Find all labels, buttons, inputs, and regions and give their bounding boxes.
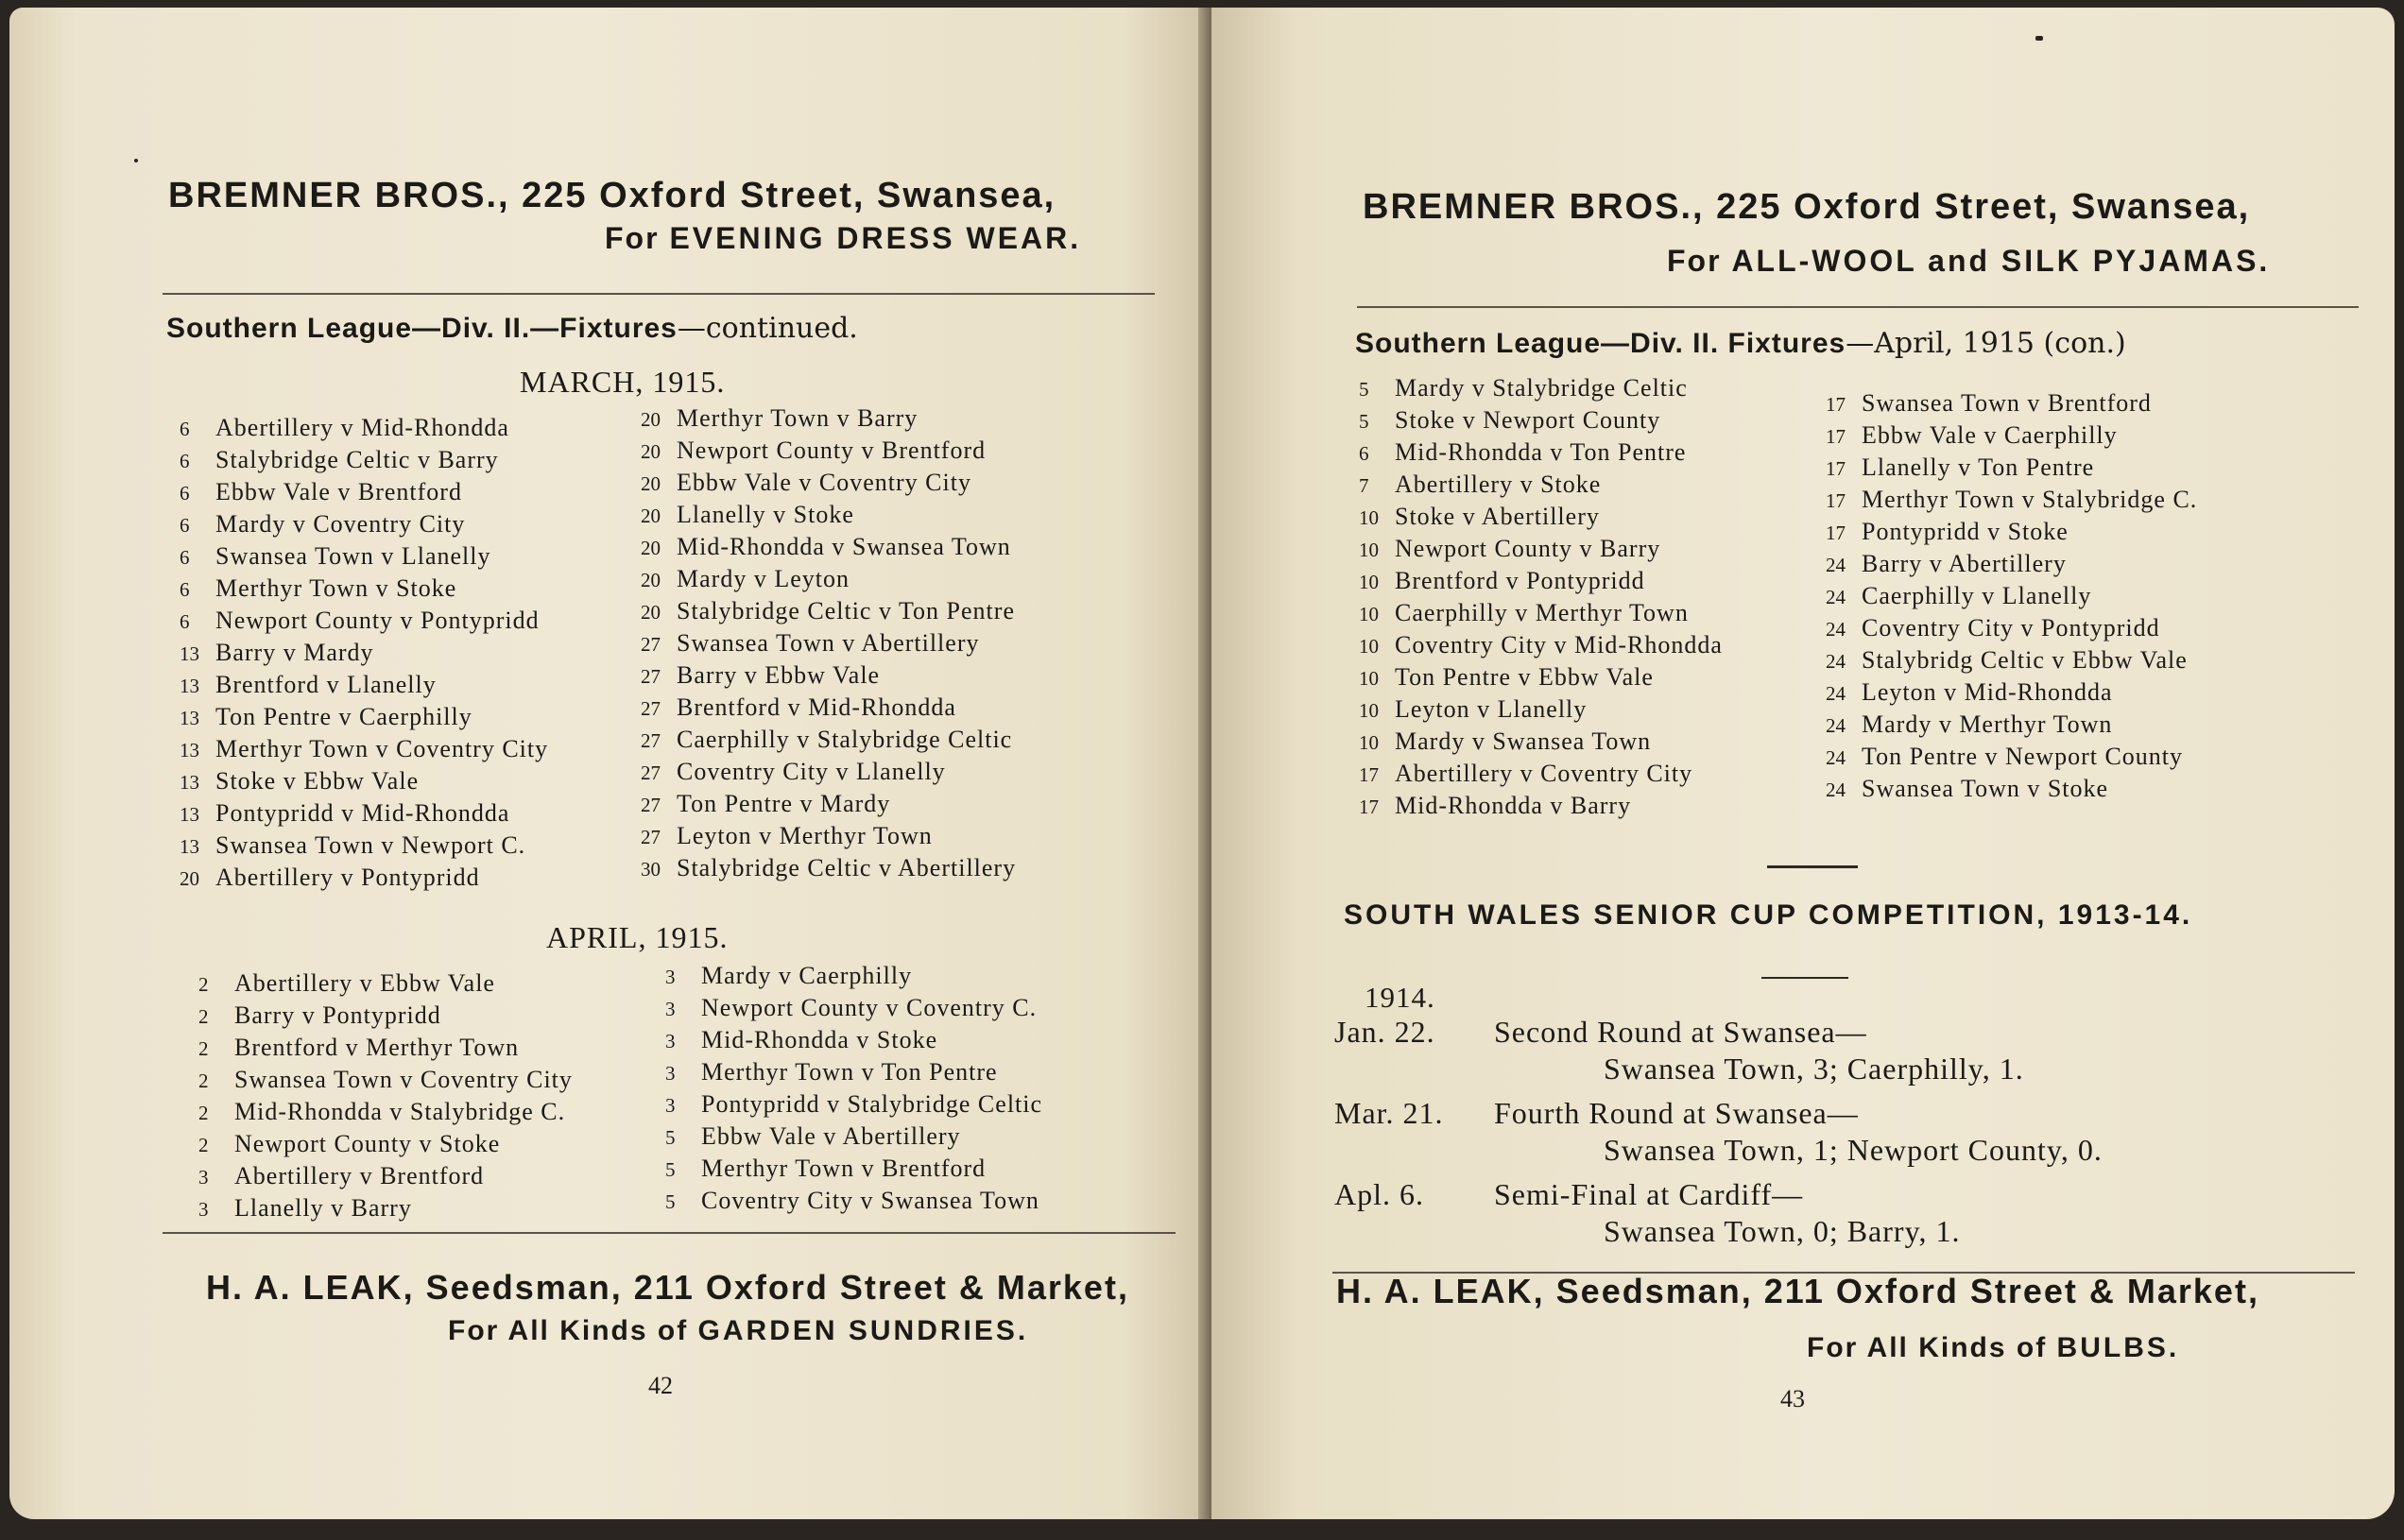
cup-competition-title: SOUTH WALES SENIOR CUP COMPETITION, 1913-14. [1344,899,2193,931]
fixture-match: Stalybridge Celtic v Barry [215,446,499,473]
fixture-day: 24 [1826,779,1846,801]
fixture-match: Mid-Rhondda v Stoke [701,1026,938,1053]
fixture-row [641,531,1016,563]
fixture-match: Mardy v Coventry City [215,510,466,538]
right-top-ad-main: ALL-WOOL and SILK PYJAMAS. [1731,244,2271,278]
cup-entry [1334,1096,2103,1168]
fixture-day: 17 [1826,489,1846,512]
fixture-match: Mid-Rhondda v Swansea Town [677,533,1011,560]
fixture-match: Stoke v Abertillery [1395,503,1600,530]
fixture-day: 10 [1359,506,1379,529]
right-page-number: 43 [1780,1385,1805,1412]
fixture-day: 10 [1359,539,1379,561]
fixture-row [180,476,548,508]
fixture-row [665,1121,1042,1153]
fixture-row [641,852,1016,884]
fixture-day: 3 [665,1062,676,1085]
fixture-match: Abertillery v Stoke [1395,471,1602,498]
fixture-match: Abertillery v Mid-Rhondda [215,414,509,441]
fixture-day: 17 [1826,393,1846,416]
fixture-row [198,1192,573,1224]
fixture-day: 20 [641,505,661,527]
fixture-match: Pontypridd v Stalybridge Celtic [701,1090,1043,1118]
fixture-day: 3 [198,1166,209,1189]
fixture-row [1359,629,1723,661]
cup-entry-result: Swansea Town, 3; Caerphilly, 1. [1604,1052,2024,1086]
fixture-day: 6 [180,610,190,633]
fixture-row [641,499,1016,531]
right-fixtures-col2 [1826,387,2197,805]
fixture-day: 5 [665,1126,676,1149]
fixture-match: Mardy v Caerphilly [701,962,913,989]
march-fixtures-col2 [641,402,1016,884]
fixture-row [1359,661,1723,693]
fixture-day: 6 [180,418,190,440]
fixture-match: Merthyr Town v Stalybridge C. [1862,486,2198,513]
fixture-match: Coventry City v Llanelly [677,758,946,785]
fixture-day: 20 [641,440,661,463]
march-heading: MARCH, 1915. [520,365,726,399]
fixture-row [1826,484,2197,516]
fixture-match: Coventry City v Mid-Rhondda [1395,631,1723,659]
paper-speck [134,159,138,163]
fixture-day: 6 [180,482,190,505]
fixture-match: Pontypridd v Mid-Rhondda [215,799,510,827]
fixture-row [641,563,1016,595]
fixture-row [641,820,1016,852]
left-top-ad-main: EVENING DRESS WEAR. [669,221,1082,255]
fixture-row [180,733,548,765]
fixture-row [641,435,1016,467]
fixture-match: Newport County v Coventry C. [701,994,1038,1021]
cup-entry-result: Swansea Town, 1; Newport County, 0. [1604,1133,2103,1167]
right-short-rule-2 [1761,977,1848,979]
fixture-day: 13 [180,771,199,794]
left-top-ad-line1: BREMNER BROS., 225 Oxford Street, Swansea, [168,176,1056,215]
fixture-match: Stoke v Ebbw Vale [215,767,420,795]
fixture-match: Coventry City v Pontypridd [1862,614,2160,642]
fixture-match: Merthyr Town v Barry [677,404,919,432]
fixture-match: Mardy v Merthyr Town [1862,710,2113,738]
fixture-day: 6 [180,546,190,569]
fixture-day: 6 [180,514,190,537]
fixture-row [1826,741,2197,773]
left-heading-main: Southern League—Div. II.—Fixtures [166,313,678,344]
fixture-row [198,967,573,1000]
fixture-day: 10 [1359,699,1379,722]
fixture-day: 2 [198,1069,209,1092]
cup-entry-round: Semi-Final at Cardiff— [1494,1177,1804,1211]
fixture-day: 10 [1359,731,1379,754]
fixture-match: Newport County v Barry [1395,535,1661,562]
fixture-match: Ebbw Vale v Abertillery [701,1122,961,1150]
fixture-match: Ton Pentre v Caerphilly [215,703,472,730]
fixture-day: 6 [1359,442,1369,465]
fixture-row [1359,758,1723,790]
fixture-match: Abertillery v Brentford [234,1162,485,1189]
fixture-row [641,627,1016,659]
fixture-match: Caerphilly v Merthyr Town [1395,599,1689,626]
right-bottom-ad-prefix: For All Kinds of [1807,1332,2048,1363]
fixture-match: Coventry City v Swansea Town [701,1187,1039,1214]
right-top-ad-line1: BREMNER BROS., 225 Oxford Street, Swansea, [1363,187,2251,227]
fixture-match: Stalybridge Celtic v Ton Pentre [677,597,1015,625]
fixture-row [1359,404,1723,436]
right-heading-main: Southern League—Div. II. Fixtures [1355,328,1846,359]
fixture-day: 27 [641,633,661,656]
fixture-match: Abertillery v Coventry City [1395,760,1693,787]
fixture-day: 20 [641,408,661,431]
fixture-match: Pontypridd v Stoke [1862,518,2069,545]
fixture-match: Swansea Town v Newport C. [215,831,526,859]
fixture-match: Mid-Rhondda v Stalybridge C. [234,1098,566,1125]
cup-entry-round: Second Round at Swansea— [1494,1015,1867,1049]
fixture-row [1359,790,1723,822]
fixture-day: 5 [665,1158,676,1181]
fixture-row [1359,372,1723,404]
left-page [9,8,1211,1519]
left-top-ad-line2 [605,221,1081,256]
fixture-match: Barry v Abertillery [1862,550,2067,577]
fixture-day: 24 [1826,554,1846,576]
fixture-row [180,444,548,476]
right-bottom-ad-line2 [1807,1332,2179,1364]
fixture-day: 30 [641,858,661,881]
fixture-row [198,1032,573,1064]
fixture-day: 17 [1826,522,1846,544]
cup-entry-date: Apl. 6. [1334,1177,1424,1211]
fixture-match: Mid-Rhondda v Ton Pentre [1395,438,1687,466]
fixture-row [1826,580,2197,612]
fixture-day: 20 [641,601,661,624]
cup-results [1334,1015,2103,1258]
fixture-row [180,701,548,733]
fixture-match: Brentford v Mid-Rhondda [677,693,956,721]
fixture-row [1359,533,1723,565]
fixture-day: 7 [1359,474,1369,497]
fixture-row [665,1056,1042,1088]
fixture-match: Barry v Pontypridd [234,1001,441,1029]
fixture-day: 27 [641,729,661,752]
fixture-day: 24 [1826,650,1846,673]
fixture-match: Abertillery v Ebbw Vale [234,969,495,997]
fixture-row [180,797,548,830]
fixture-day: 3 [198,1198,209,1221]
fixture-row [641,402,1016,435]
fixture-day: 27 [641,697,661,720]
fixture-day: 13 [180,803,199,826]
fixture-match: Brentford v Llanelly [215,671,437,698]
fixture-row [180,605,548,637]
fixture-match: Swansea Town v Stoke [1862,775,2109,802]
fixture-match: Ton Pentre v Mardy [677,790,891,817]
fixture-row [1826,676,2197,709]
fixture-match: Merthyr Town v Ton Pentre [701,1058,998,1086]
fixture-day: 13 [180,675,199,697]
fixture-day: 27 [641,665,661,688]
right-top-ad-line2 [1667,244,2270,279]
fixture-match: Merthyr Town v Stoke [215,574,457,602]
fixture-day: 10 [1359,571,1379,593]
fixture-row [665,992,1042,1024]
fixture-row [198,1160,573,1192]
cup-entry-round: Fourth Round at Swansea— [1494,1096,1859,1130]
left-bottom-ad-line2 [448,1315,1028,1347]
fixture-match: Llanelly v Barry [234,1194,412,1222]
fixture-row [180,637,548,669]
fixture-match: Barry v Mardy [215,639,374,666]
fixture-day: 17 [1359,763,1379,786]
fixture-row [1826,612,2197,644]
fixture-match: Stalybridg Celtic v Ebbw Vale [1862,646,2188,674]
fixture-row [180,669,548,701]
fixture-row [180,862,548,894]
left-bottom-ad-main: GARDEN SUNDRIES. [697,1315,1029,1346]
fixture-match: Caerphilly v Stalybridge Celtic [677,726,1013,753]
cup-entry-date: Mar. 21. [1334,1096,1444,1130]
fixture-row [180,573,548,605]
fixture-day: 20 [180,867,199,890]
fixture-match: Leyton v Llanelly [1395,695,1588,723]
fixture-day: 24 [1826,746,1846,769]
fixture-match: Mardy v Stalybridge Celtic [1395,374,1688,402]
fixture-day: 5 [665,1190,676,1213]
fixture-row [1359,726,1723,758]
left-bottom-ad-prefix: For All Kinds of [448,1315,689,1346]
fixture-row [1826,548,2197,580]
fixture-match: Merthyr Town v Brentford [701,1155,987,1182]
fixture-row [198,1064,573,1096]
fixture-day: 13 [180,707,199,729]
fixture-day: 10 [1359,603,1379,625]
fixture-row [665,960,1042,992]
fixture-day: 17 [1826,425,1846,448]
left-heading-continued: —continued. [677,312,858,345]
fixture-row [180,508,548,540]
fixture-day: 2 [198,973,209,996]
left-bottom-rule [163,1232,1176,1234]
fixture-row [1359,565,1723,597]
fixture-day: 10 [1359,635,1379,658]
fixture-row [665,1185,1042,1217]
fixture-row [665,1088,1042,1121]
fixture-day: 3 [665,1030,676,1052]
fixture-row [665,1024,1042,1056]
fixture-match: Leyton v Merthyr Town [677,822,933,849]
fixture-match: Llanelly v Stoke [677,501,854,528]
april-fixtures-col2 [665,960,1042,1217]
right-fixtures-col1 [1359,372,1723,822]
fixture-day: 6 [180,578,190,601]
fixture-day: 2 [198,1037,209,1060]
fixture-row [1826,419,2197,452]
fixture-day: 6 [180,450,190,472]
fixture-match: Barry v Ebbw Vale [677,661,881,689]
left-page-number: 42 [648,1372,673,1399]
fixture-row [1826,387,2197,419]
right-section-heading [1355,327,2126,360]
fixture-day: 3 [665,966,676,988]
left-top-rule [163,293,1155,295]
fixture-match: Newport County v Pontypridd [215,607,540,634]
fixture-row [641,692,1016,724]
fixture-row [180,412,548,444]
fixture-day: 27 [641,794,661,816]
fixture-day: 5 [1359,410,1369,433]
fixture-match: Swansea Town v Coventry City [234,1066,573,1093]
fixture-day: 24 [1826,714,1846,737]
fixture-match: Stalybridge Celtic v Abertillery [677,854,1017,881]
fixture-day: 27 [641,761,661,784]
fixture-row [1826,709,2197,741]
left-bottom-ad-line1: H. A. LEAK, Seedsman, 211 Oxford Street & Market, [206,1268,1129,1307]
fixture-row [180,765,548,797]
cup-entry-date: Jan. 22. [1334,1015,1435,1049]
fixture-row [1359,693,1723,726]
fixture-match: Caerphilly v Llanelly [1862,582,2092,609]
fixture-match: Newport County v Brentford [677,436,987,464]
fixture-day: 2 [198,1005,209,1028]
fixture-match: Mardy v Leyton [677,565,850,592]
fixture-day: 3 [665,998,676,1020]
fixture-day: 10 [1359,667,1379,690]
fixture-day: 17 [1826,457,1846,480]
fixture-match: Merthyr Town v Coventry City [215,735,549,762]
right-top-rule [1357,306,2359,308]
cup-entry-result: Swansea Town, 0; Barry, 1. [1604,1214,1961,1248]
cup-entry [1334,1015,2103,1087]
fixture-row [641,756,1016,788]
fixture-row [1826,644,2197,676]
fixture-match: Abertillery v Pontypridd [215,864,480,891]
fixture-row [198,1128,573,1160]
fixture-day: 20 [641,569,661,591]
fixture-row [198,1096,573,1128]
cup-year: 1914. [1365,981,1435,1014]
april-fixtures-col1 [198,967,573,1224]
fixture-row [1826,773,2197,805]
left-top-ad-prefix: For [605,221,660,255]
fixture-match: Brentford v Merthyr Town [234,1034,520,1061]
fixture-match: Brentford v Pontypridd [1395,567,1645,594]
fixture-day: 2 [198,1134,209,1156]
cup-entry [1334,1177,2103,1249]
fixture-row [1359,436,1723,469]
fixture-row [641,659,1016,692]
right-page [1211,8,2395,1519]
fixture-day: 24 [1826,586,1846,608]
fixture-day: 3 [665,1094,676,1117]
fixture-day: 20 [641,472,661,495]
fixture-match: Swansea Town v Brentford [1862,389,2152,417]
fixture-row [1826,516,2197,548]
right-bottom-ad-line1: H. A. LEAK, Seedsman, 211 Oxford Street & Market, [1336,1272,2259,1310]
fixture-day: 13 [180,642,199,665]
right-top-ad-prefix: For [1667,244,1722,278]
fixture-day: 24 [1826,682,1846,705]
fixture-day: 17 [1359,796,1379,818]
fixture-day: 24 [1826,618,1846,641]
fixture-row [1359,501,1723,533]
fixture-match: Mardy v Swansea Town [1395,727,1652,755]
fixture-match: Newport County v Stoke [234,1130,501,1157]
fixture-day: 13 [180,835,199,858]
fixture-match: Ebbw Vale v Caerphilly [1862,421,2118,449]
fixture-day: 13 [180,739,199,761]
right-heading-continued: —April, 1915 (con.) [1846,327,2126,360]
fixture-row [198,1000,573,1032]
fixture-row [1826,452,2197,484]
left-section-heading [166,312,858,345]
march-fixtures-col1 [180,412,548,894]
right-short-rule-1 [1767,865,1858,868]
fixture-row [641,788,1016,820]
fixture-row [1359,597,1723,629]
fixture-row [180,540,548,573]
fixture-row [665,1153,1042,1185]
fixture-match: Ton Pentre v Newport County [1862,743,2184,770]
fixture-day: 27 [641,826,661,848]
fixture-row [641,595,1016,627]
fixture-row [180,830,548,862]
fixture-match: Llanelly v Ton Pentre [1862,453,2095,481]
fixture-day: 5 [1359,378,1369,401]
right-bottom-ad-main: BULBS. [2056,1332,2180,1363]
fixture-match: Stoke v Newport County [1395,406,1661,434]
fixture-match: Leyton v Mid-Rhondda [1862,678,2113,706]
fixture-match: Swansea Town v Llanelly [215,542,491,570]
fixture-match: Swansea Town v Abertillery [677,629,980,657]
april-heading: APRIL, 1915. [546,920,729,954]
fixture-match: Ebbw Vale v Brentford [215,478,462,505]
paper-speck [2035,36,2043,41]
fixture-row [1359,469,1723,501]
fixture-match: Ebbw Vale v Coventry City [677,469,971,496]
fixture-row [641,724,1016,756]
fixture-day: 2 [198,1102,209,1124]
fixture-match: Ton Pentre v Ebbw Vale [1395,663,1654,691]
fixture-row [641,467,1016,499]
fixture-match: Mid-Rhondda v Barry [1395,792,1632,819]
fixture-day: 20 [641,537,661,559]
